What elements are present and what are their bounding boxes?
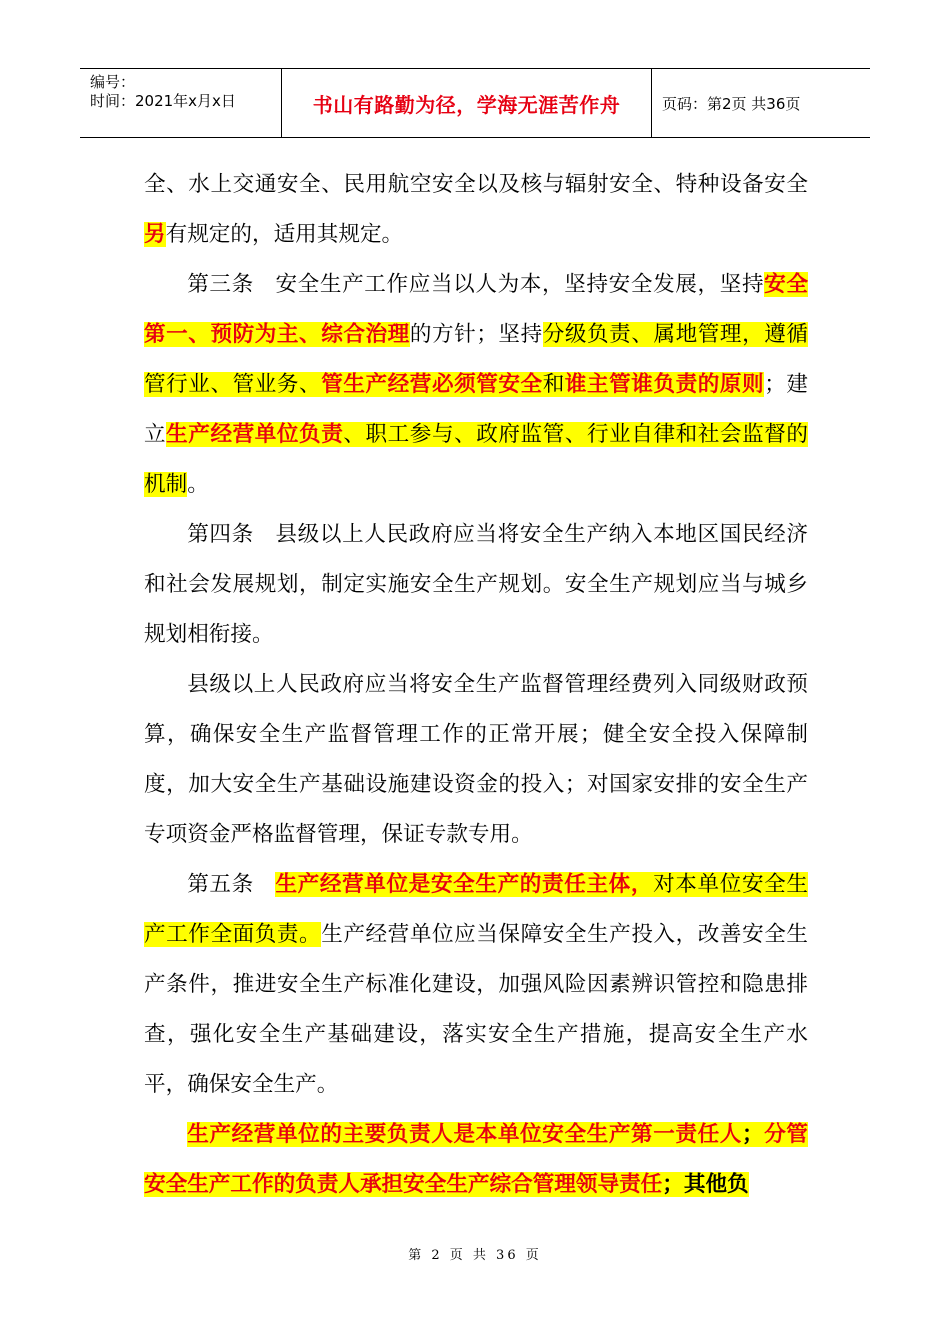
page-footer: 第 2 页 共 36 页 — [408, 1248, 542, 1263]
highlight-text: 、职工参与、政府监管、行业自律和社会监督的机制 — [144, 422, 808, 497]
header-meta — [80, 69, 282, 137]
highlight-text: 生产经营单位的主要负责人是本单位安全生产第一责任人 — [187, 1122, 742, 1147]
article-5-paragraph-2: 生产经营单位的主要负责人是本单位安全生产第一责任人；分管安全生产工作的负责人承担安全生产综合管理领导责任；其他负 — [144, 1122, 808, 1197]
article-4-paragraph-2: 县级以上人民政府应当将安全生产监督管理经费列入同级财政预算，确保安全生产监督管理工作的正常开展；健全安全投入保障制度，加大安全生产基础设施建设资金的投入；对国家安排的安全生产专项资金严格监督管理，保证专款专用。 — [144, 672, 808, 847]
article-4: 第四条 县级以上人民政府应当将安全生产纳入本地区国民经济和社会发展规划，制定实施安全生产规划。安全生产规划应当与城乡规划相衔接。 — [144, 522, 808, 647]
doc-date-label: 时间：2021年x月x日 — [90, 92, 236, 110]
article-5: 第五条 生产经营单位是安全生产的责任主体，对本单位安全生产工作全面负责。生产经营单位应当保障安全生产投入，改善安全生产条件，推进安全生产标准化建设，加强风险因素辨识管控和隐患排查，强化安全生产基础建设，落实安全生产措施，提高安全生产水平，确保安全生产。 — [144, 872, 808, 1097]
highlight-text: 对本单位安全生产工作全面负责。 — [144, 872, 808, 947]
article-4-label: 第四条 — [187, 522, 254, 547]
article-3-label: 第三条 — [187, 272, 254, 297]
highlight-text: 生产经营单位是安全生产的责任主体， — [275, 872, 654, 897]
highlight-text: 管生产经营必须管安全 — [321, 372, 543, 397]
highlight-text: 安全第一、预防为主、综合治理 — [144, 272, 808, 347]
doc-number-label: 编号： — [90, 73, 136, 91]
document-header — [80, 68, 870, 138]
highlight-text: 分级负责、属地管理，遵循管行业、管业务、 — [144, 322, 808, 397]
header-page-info: 页码：第2页 共36页 — [662, 94, 801, 113]
article-5-label: 第五条 — [187, 872, 254, 897]
highlight-text: 生产经营单位负责 — [166, 422, 344, 447]
header-motto: 书山有路勤为径，学海无涯苦作舟 — [282, 69, 652, 137]
highlight-text: ；其他负 — [662, 1172, 749, 1197]
article-3: 第三条 安全生产工作应当以人为本，坚持安全发展，坚持安全第一、预防为主、综合治理的方针；坚持分级负责、属地管理，遵循管行业、管业务、管生产经营必须管安全和谁主管谁负责的原则；建立生产经营单位负责、职工参与、政府监管、行业自律和社会监督的机制。 — [144, 272, 808, 497]
highlight-text: 另 — [144, 222, 166, 247]
document-body — [144, 160, 808, 1210]
paragraph-continuation: 全、水上交通安全、民用航空安全以及核与辐射安全、特种设备安全另有规定的，适用其规定。 — [144, 172, 808, 247]
highlight-text: 分管安全生产工作的负责人承担安全生产综合管理领导责任 — [144, 1122, 808, 1197]
highlight-text: 谁主管谁负责的原则 — [564, 372, 765, 397]
